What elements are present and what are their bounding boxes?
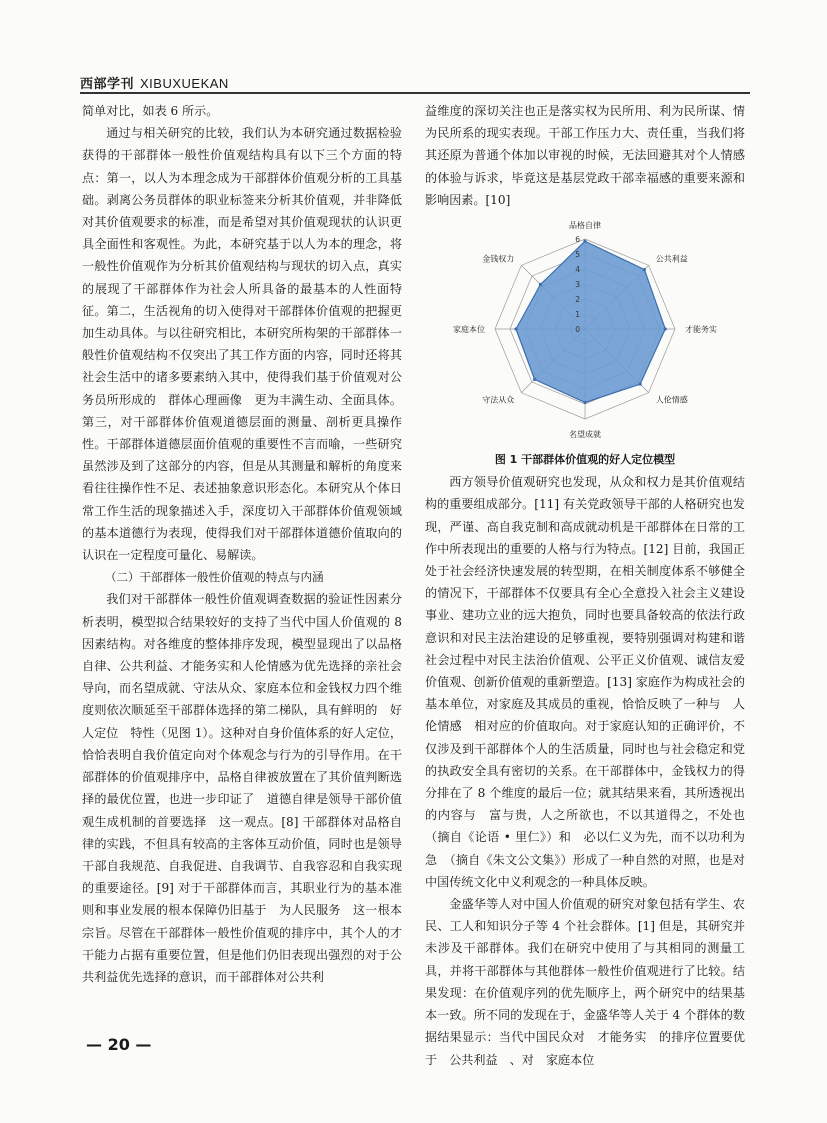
radar-chart [453, 217, 717, 449]
paragraph: 益维度的深切关注也正是落实权为民所用、利为民所谋、情为民所系的现实表现。干部工作压力大、责任重，当我们将其还原为普通个体加以审视的时候，无法回避其对个人情感的体验与诉求，毕竟这是基层党政干部幸福感的重要来源和影响因素。[10] [425, 104, 745, 207]
data-point [539, 283, 542, 286]
paragraph: 简单对比，如表 6 所示。 [82, 104, 219, 118]
paragraph: 西方领导价值观研究也发现，从众和权力是其价值观结构的重要组成部分。[11] 有关党政领导干部的人格研究也发现，严谨、高自我克制和高成就动机是干部群体在日常的工作中所表现出的重要的人格与行为特点。[12] 目前，我国正处于社会经济快速发展的转型期，在相关制度体系不够健全的情况下，干部群体不仅要具有全心全意投入社会主义建设事业、建功立业的远大抱负，同时也要具备较高的依法行政意识和对民主法治建设的足够重视，要特别强调对构建和谐社会过程中对民主法治价值观、公平正义价值观、诚信友爱价值观、创新价值观的重新塑造。[13] 家庭作为构成社会的基本单位，对家庭及其成员的重视，恰恰反映了一种与 人伦情感 相对应的价值取向。对于家庭认知的正确评价，不仅涉及到干部群体个人的生活质量，同时也与社会稳定和党的执政安全具有密切的关系。在干部群体中，金钱权力的得分排在了 8 个维度的最后一位；就其结果来看，其所透视出的内容与 富与贵，人之所欲也，不以其道得之，不处也（摘自《论语 • 里仁》）和 必以仁义为先，而不以功利为急 （摘自《朱文公文集》）形成了一种自然的对照，也是对中国传统文化中义利观念的一种具体反映。 [425, 475, 745, 889]
left-column [82, 100, 402, 988]
scale-tick-label: 3 [575, 280, 580, 290]
scale-tick-label: 0 [575, 325, 580, 335]
header-rule [80, 92, 750, 94]
data-area [516, 241, 665, 402]
category-label: 公共利益 [655, 254, 688, 264]
radar-figure [425, 217, 745, 449]
journal-header [80, 73, 229, 92]
journal-name: 西部学刊 [80, 77, 135, 92]
scale-tick-label: 5 [575, 250, 580, 260]
data-point [664, 327, 667, 330]
scale-tick-label: 6 [575, 235, 580, 245]
data-point [639, 383, 642, 386]
category-label: 人伦情感 [655, 395, 688, 405]
paragraph: 金盛华等人对中国人价值观的研究对象包括有学生、农民、工人和知识分子等 4 个社会群体。[1] 但是，其研究并未涉及干部群体。我们在研究中使用了与其相同的测量工具，并将干部群体与其他群体一般性价值观进行了比较。结果发现：在价值观序列的优先顺序上，两个研究中的结果基本一致。所不同的发现在于，金盛华等人关于 4 个群体的数据结果显示：当代中国民众对 才能务实 的排序位置要优于 公共利益 、对 家庭本位 [425, 897, 745, 1067]
data-point [514, 327, 517, 330]
figure-caption: 图 1 干部群体价值观的好人定位模型 [494, 453, 676, 467]
scale-tick-label: 2 [575, 295, 580, 305]
category-label: 名望成就 [569, 430, 601, 440]
journal-latin-name: XIBUXUEKAN [140, 76, 229, 91]
right-column [425, 100, 745, 1071]
scale-tick-label: 4 [575, 265, 580, 275]
section-heading: （二）干部群体一般性价值观的特点与内涵 [105, 570, 324, 585]
paragraph: 我们对干部群体一般性价值观调查数据的验证性因素分析表明，模型拟合结果较好的支持了当代中国人价值观的 8 因素结构。对各维度的整体排序发现，模型显现出了以品格自律、公共利益、才能务实和人伦情感为优先选择的亲社会导向，而名望成就、守法从众、家庭本位和金钱权力四个维度则依次顺延至干部群体选择的第二梯队，具有鲜明的 好人定位 特性（见图 1）。这种对自身价值体系的好人定位，恰恰表明自我价值定向对个体观念与行为的引导作用。在干部群体的价值观排序中，品格自律被放置在了其价值判断选择的最优位置，也进一步印证了 道德自律是领导干部价值观生成机制的首要选择 这一观点。[8] 干部群体对品格自律的实践，不但具有较高的主客体互动价值，同时也是领导干部自我规范、自我促进、自我调节、自我容忍和自我实现的重要途径。[9] 对于干部群体而言，其职业行为的基本准则和事业发展的根本保障仍旧基于 为人民服务 这一根本宗旨。尽管在干部群体一般性价值观的排序中，其个人的才干能力占据有重要位置，但是他们仍旧表现出强烈的对于公共利益优先选择的意识，而干部群体对公共利 [82, 592, 402, 984]
category-label: 品格自律 [569, 221, 601, 231]
data-point [533, 378, 536, 381]
scale-tick-label: 1 [575, 310, 580, 320]
data-point [583, 401, 586, 404]
page-number: — 20 — [86, 1035, 152, 1054]
category-label: 金钱权力 [482, 254, 515, 264]
data-point [583, 240, 586, 243]
data-point [643, 268, 646, 271]
paragraph: 通过与相关研究的比较，我们认为本研究通过数据检验获得的干部群体一般性价值观结构具有以下三个方面的特点：第一，以人为本理念成为干部群体价值观分析的工具基础。剥离公务员群体的职业标签来分析其价值观，并非降低对其价值观要求的标准，而是希望对其价值观现状的认识更具全面性和客观性。为此，本研究基于以人为本的理念，将一般性价值观作为分析其价值观结构与现状的切入点，真实的展现了干部群体作为社会人所具备的最基本的人性面特征。第二，生活视角的切入使得对干部群体价值观的把握更加生动具体。与以往研究相比，本研究所构架的干部群体一般性价值观结构不仅突出了其工作方面的内容，同时还将其社会生活中的诸多要素纳入其中，使得我们基于价值观对公务员所形成的 群体心理画像 更为丰满生动、全面具体。第三，对干部群体价值观道德层面的测量、剖析更具操作性。干部群体道德层面价值观的重要性不言而喻，一些研究虽然涉及到了这部分的内容，但是从其测量和解析的角度来看往往操作性不足、表述抽象意识形态化。本研究从个体日常工作生活的现象描述入手，深度切入干部群体价值观领域的基本道德行为表现，使得我们对干部群体道德价值取向的认识在一定程度可量化、易解读。 [82, 126, 402, 563]
category-label: 家庭本位 [453, 325, 485, 335]
category-label: 守法从众 [482, 395, 515, 405]
category-label: 才能务实 [685, 325, 717, 335]
